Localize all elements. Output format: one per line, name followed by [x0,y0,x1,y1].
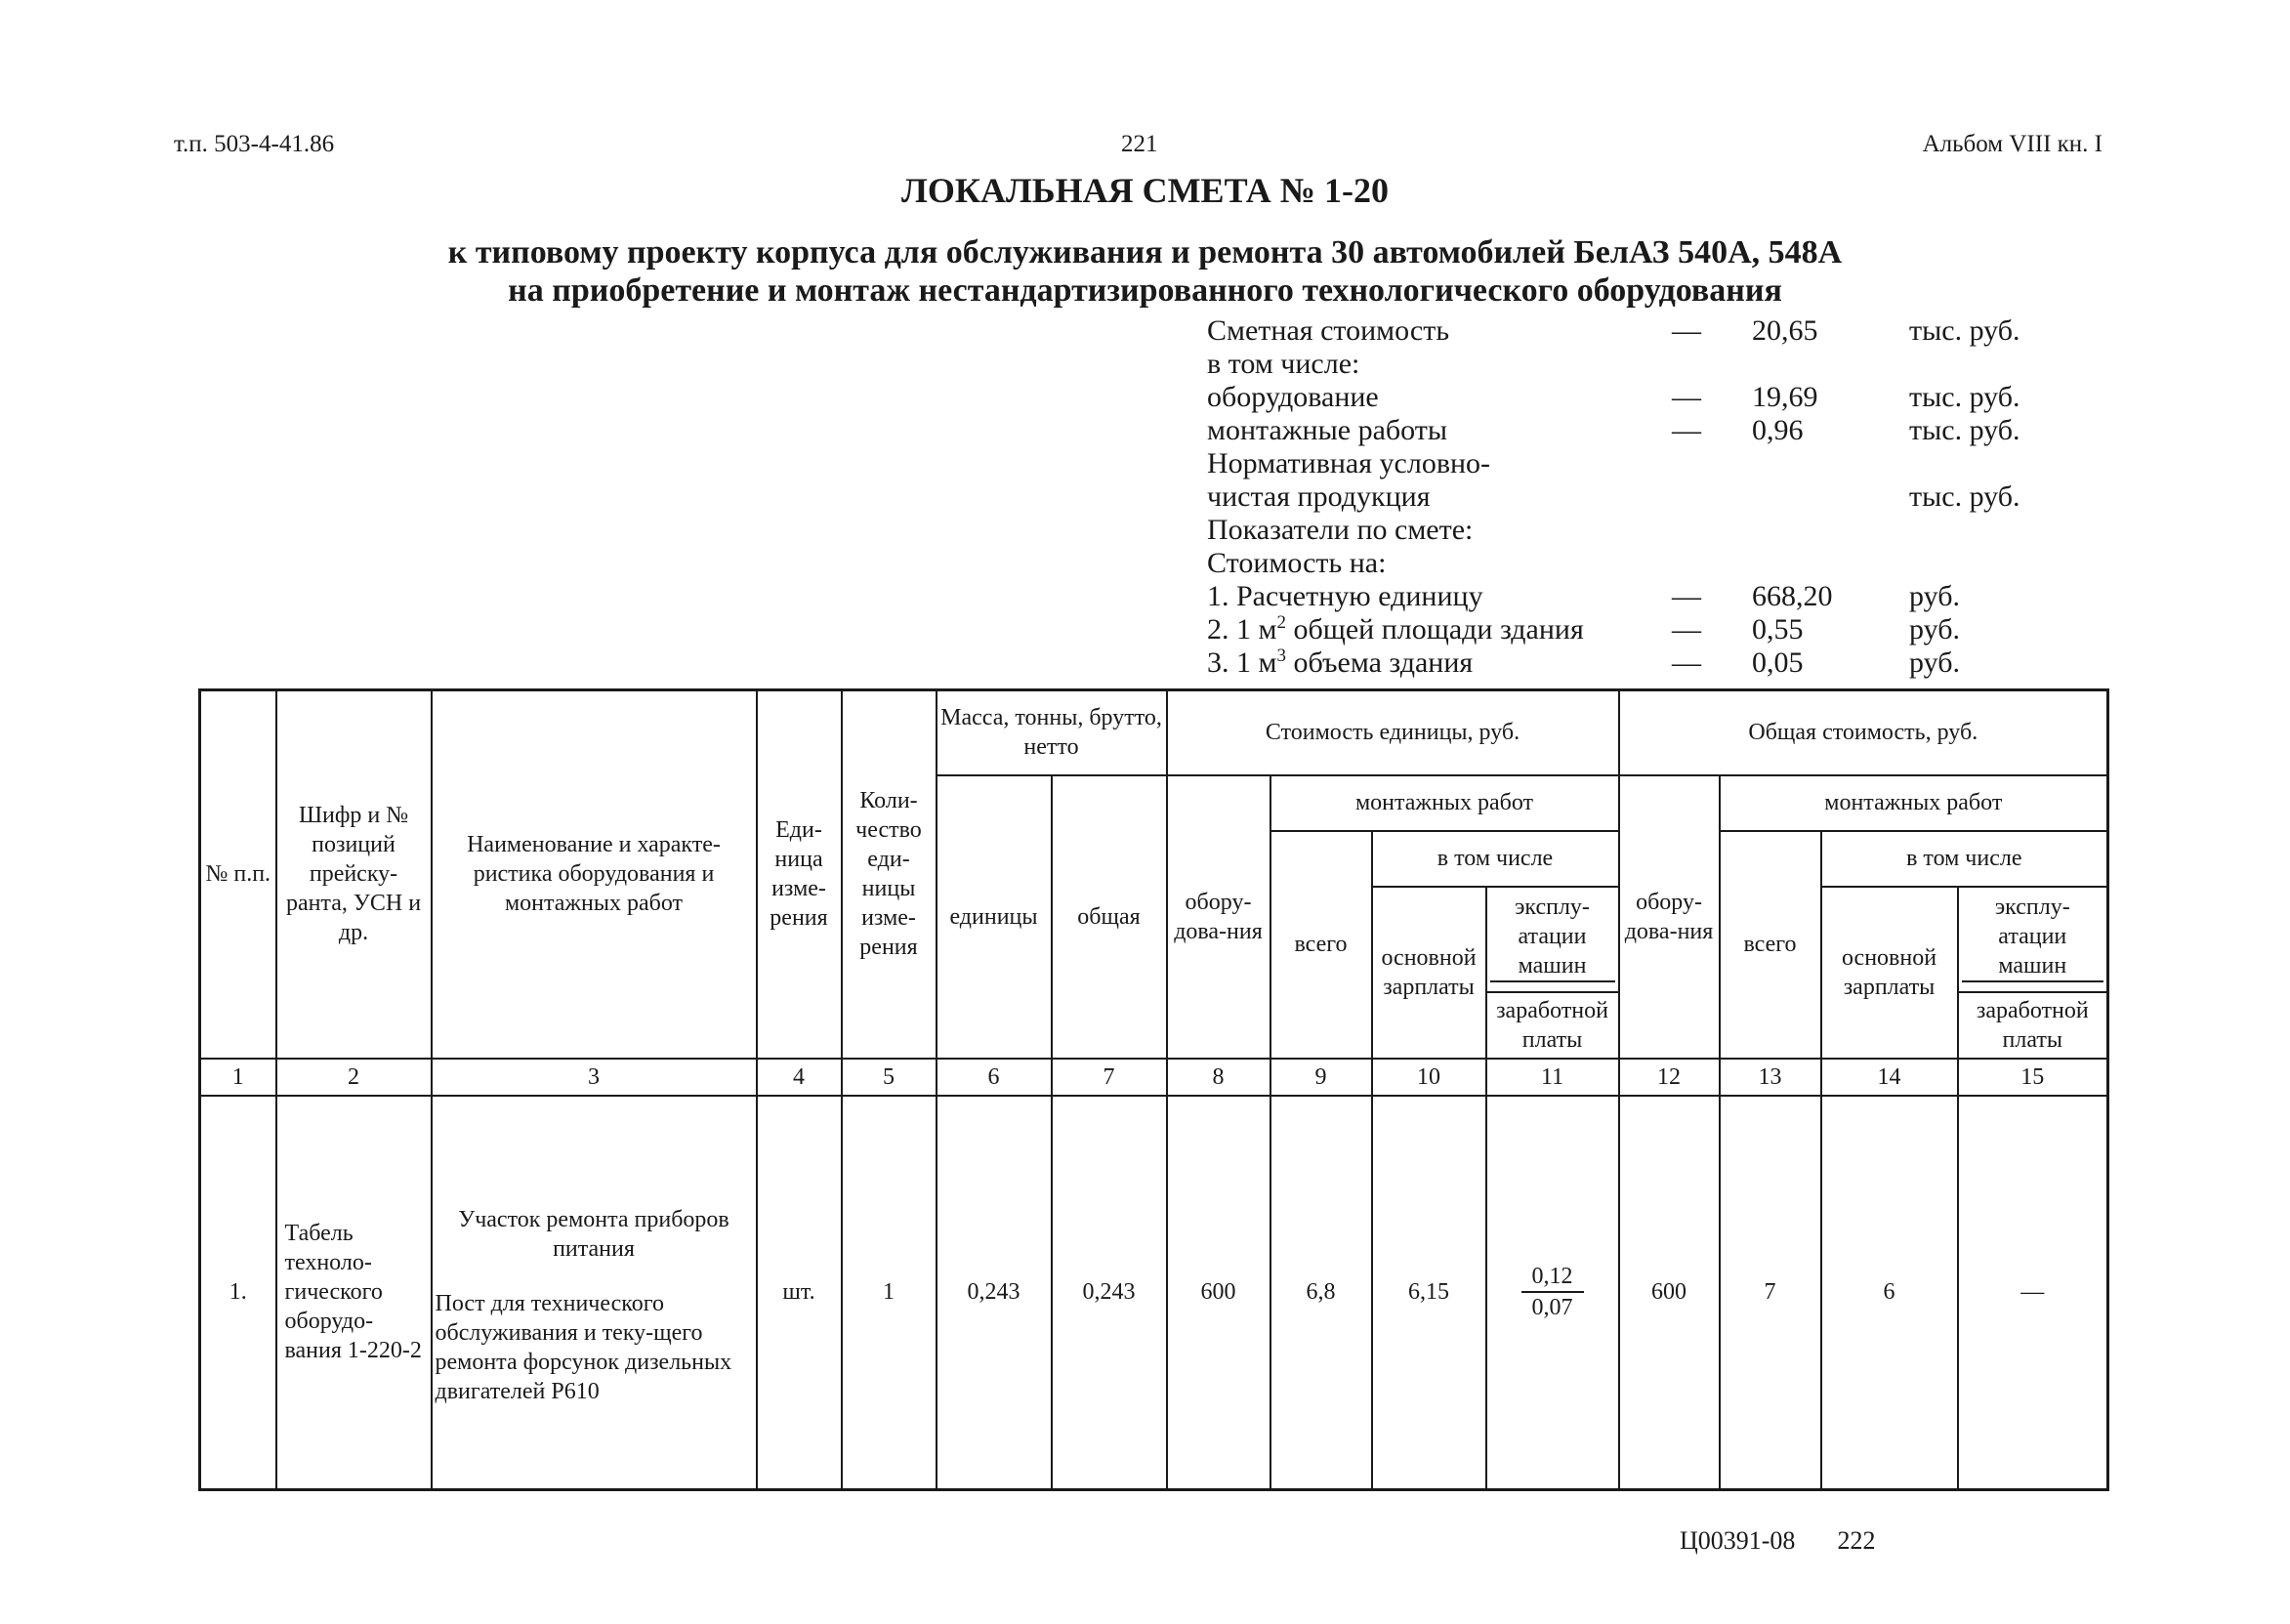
col-number-2: 2 [276,1059,432,1096]
indicator-3-label-pre: 3. 1 м [1207,646,1277,679]
col-number-5: 5 [842,1059,937,1096]
row-total-mount-total: 7 [1720,1096,1821,1490]
document-subtitle-line2: на приобретение и монтаж нестандартизированного технологического оборудования [508,272,1782,309]
cost-value: 20,65 [1752,314,1818,347]
col-number-3: 3 [432,1059,757,1096]
col-number-14: 14 [1821,1059,1958,1096]
document-subtitle-line1: к типовому проекту корпуса для обслуживания и ремонта 30 автомобилей БелАЗ 540А, 548А [447,234,1843,271]
col-number-15: 15 [1958,1059,2108,1096]
mount-dash: — [1672,414,1701,446]
header-right: Альбом VIII кн. I [1922,131,2103,157]
col-number-12: 12 [1619,1059,1720,1096]
header-unit-machine-salary: заработной платы [1486,992,1619,1059]
header-unit-mount-total: всего [1270,831,1372,1059]
cost-dash: — [1672,314,1701,347]
indicator-1-value: 668,20 [1752,580,1833,612]
header-total-equipment: обору-дова-ния [1619,775,1720,1059]
row-name-cell [432,1096,757,1490]
indicator-3-value: 0,05 [1752,646,1804,679]
header-qty: Коли-чество еди-ницы изме-рения [842,690,937,1059]
col-number-1: 1 [200,1059,276,1096]
header-mass-unit: единицы [937,775,1052,1059]
col-number-6: 6 [937,1059,1052,1096]
equip-unit: тыс. руб. [1909,381,2020,413]
mount-value: 0,96 [1752,414,1804,446]
indicator-2-value: 0,55 [1752,613,1804,645]
row-unit-mount-total: 6,8 [1270,1096,1372,1490]
header-unit-equipment: обору-дова-ния [1167,775,1270,1059]
cost-unit: тыс. руб. [1909,314,2020,347]
footer-code: Ц00391-08 [1680,1526,1796,1555]
row-num: 1. [200,1096,276,1490]
row-total-machine: — [1958,1096,2108,1490]
header-mass: Масса, тонны, брутто, нетто [937,690,1167,775]
document-title: ЛОКАЛЬНАЯ СМЕТА № 1-20 [901,171,1389,210]
indicator-2-dash: — [1672,613,1701,645]
row-unit-equipment: 600 [1167,1096,1270,1490]
indicator-3-sup: 3 [1276,645,1286,666]
incl-label: в том числе: [1207,348,1360,380]
col-number-11: 11 [1486,1059,1619,1096]
col-number-9: 9 [1270,1059,1372,1096]
indicator-1-dash: — [1672,580,1701,612]
header-total-base-salary: основной зарплаты [1821,887,1958,1059]
cost-on-label: Стоимость на: [1207,547,1387,579]
estimate-table [198,688,2109,1491]
header-unit-cost: Стоимость единицы, руб. [1167,690,1619,775]
col-number-4: 4 [757,1059,842,1096]
indicator-2-unit: руб. [1909,613,1960,645]
footer [1680,1526,1875,1556]
row-name: Пост для технического обслуживания и теку-щего ремонта форсунок дизельных двигателей Р610 [435,1291,732,1405]
equip-dash: — [1672,381,1701,413]
row-mass-unit: 0,243 [937,1096,1052,1490]
row-unit-machine-cell [1486,1096,1619,1490]
indicator-2-sup: 2 [1276,612,1286,633]
header-left: т.п. 503-4-41.86 [174,131,335,157]
row-unit-base-salary: 6,15 [1372,1096,1486,1490]
row-total-base-salary: 6 [1821,1096,1958,1490]
col-number-7: 7 [1052,1059,1167,1096]
header-total-machine-ops-text: эксплу-атации машин [1962,893,2104,982]
header-code: Шифр и № позиций прейску-ранта, УСН и др. [276,690,432,1059]
row-unit: шт. [757,1096,842,1490]
header-unit-machine-ops-text: эксплу-атации машин [1490,893,1615,982]
norm-label-1: Нормативная условно- [1207,447,1491,479]
indicator-1-unit: руб. [1909,580,1960,612]
row-unit-machine-ops: 0,12 [1521,1262,1584,1293]
header-row-1 [200,690,2108,775]
col-number-8: 8 [1167,1059,1270,1096]
row-mass-total: 0,243 [1052,1096,1167,1490]
row-code: Табель техноло-гического оборудо-вания 1-220-2 [276,1096,432,1490]
header-total-incl: в том числе [1821,831,2108,887]
equip-label: оборудование [1207,381,1379,413]
indicators-label: Показатели по смете: [1207,514,1474,546]
norm-label-2: чистая продукция [1207,480,1431,513]
indicator-2-label-pre: 2. 1 м [1207,613,1277,645]
row-unit-machine-salary: 0,07 [1531,1295,1573,1321]
norm-unit: тыс. руб. [1909,480,2020,513]
row-qty: 1 [842,1096,937,1490]
indicator-2-label [1207,613,1584,646]
header-name: Наименование и характе-ристика оборудования и монтажных работ [432,690,757,1059]
row-total-equipment: 600 [1619,1096,1720,1490]
mount-label: монтажные работы [1207,414,1448,446]
header-mass-total: общая [1052,775,1167,1059]
indicator-1-label: 1. Расчетную единицу [1207,580,1483,612]
equip-value: 19,69 [1752,381,1818,413]
indicator-3-unit: руб. [1909,646,1960,679]
header-unit-machine-ops [1486,887,1619,992]
indicator-3-label [1207,646,1473,680]
header-total-cost: Общая стоимость, руб. [1619,690,2108,775]
column-number-row [200,1059,2108,1096]
header-unit-base-salary: основной зарплаты [1372,887,1486,1059]
header-total-mounting: монтажных работ [1720,775,2108,831]
header-unit-incl: в том числе [1372,831,1619,887]
header-total-mount-total: всего [1720,831,1821,1059]
header-num: № п.п. [200,690,276,1059]
indicator-3-dash: — [1672,646,1701,679]
col-number-13: 13 [1720,1059,1821,1096]
indicator-3-label-post: объема здания [1285,646,1474,679]
row-section-title: Участок ремонта приборов питания [458,1207,729,1263]
cost-label: Сметная стоимость [1207,314,1450,347]
header-unit-mounting: монтажных работ [1270,775,1619,831]
mount-unit: тыс. руб. [1909,414,2020,446]
col-number-10: 10 [1372,1059,1486,1096]
header-unit: Еди-ница изме-рения [757,690,842,1059]
footer-page: 222 [1837,1526,1876,1555]
header-page-number: 221 [1121,131,1158,157]
header-total-machine-salary: заработной платы [1958,992,2108,1059]
indicator-2-label-post: общей площади здания [1285,613,1584,645]
table-row [200,1096,2108,1490]
header-total-machine-ops [1958,887,2108,992]
